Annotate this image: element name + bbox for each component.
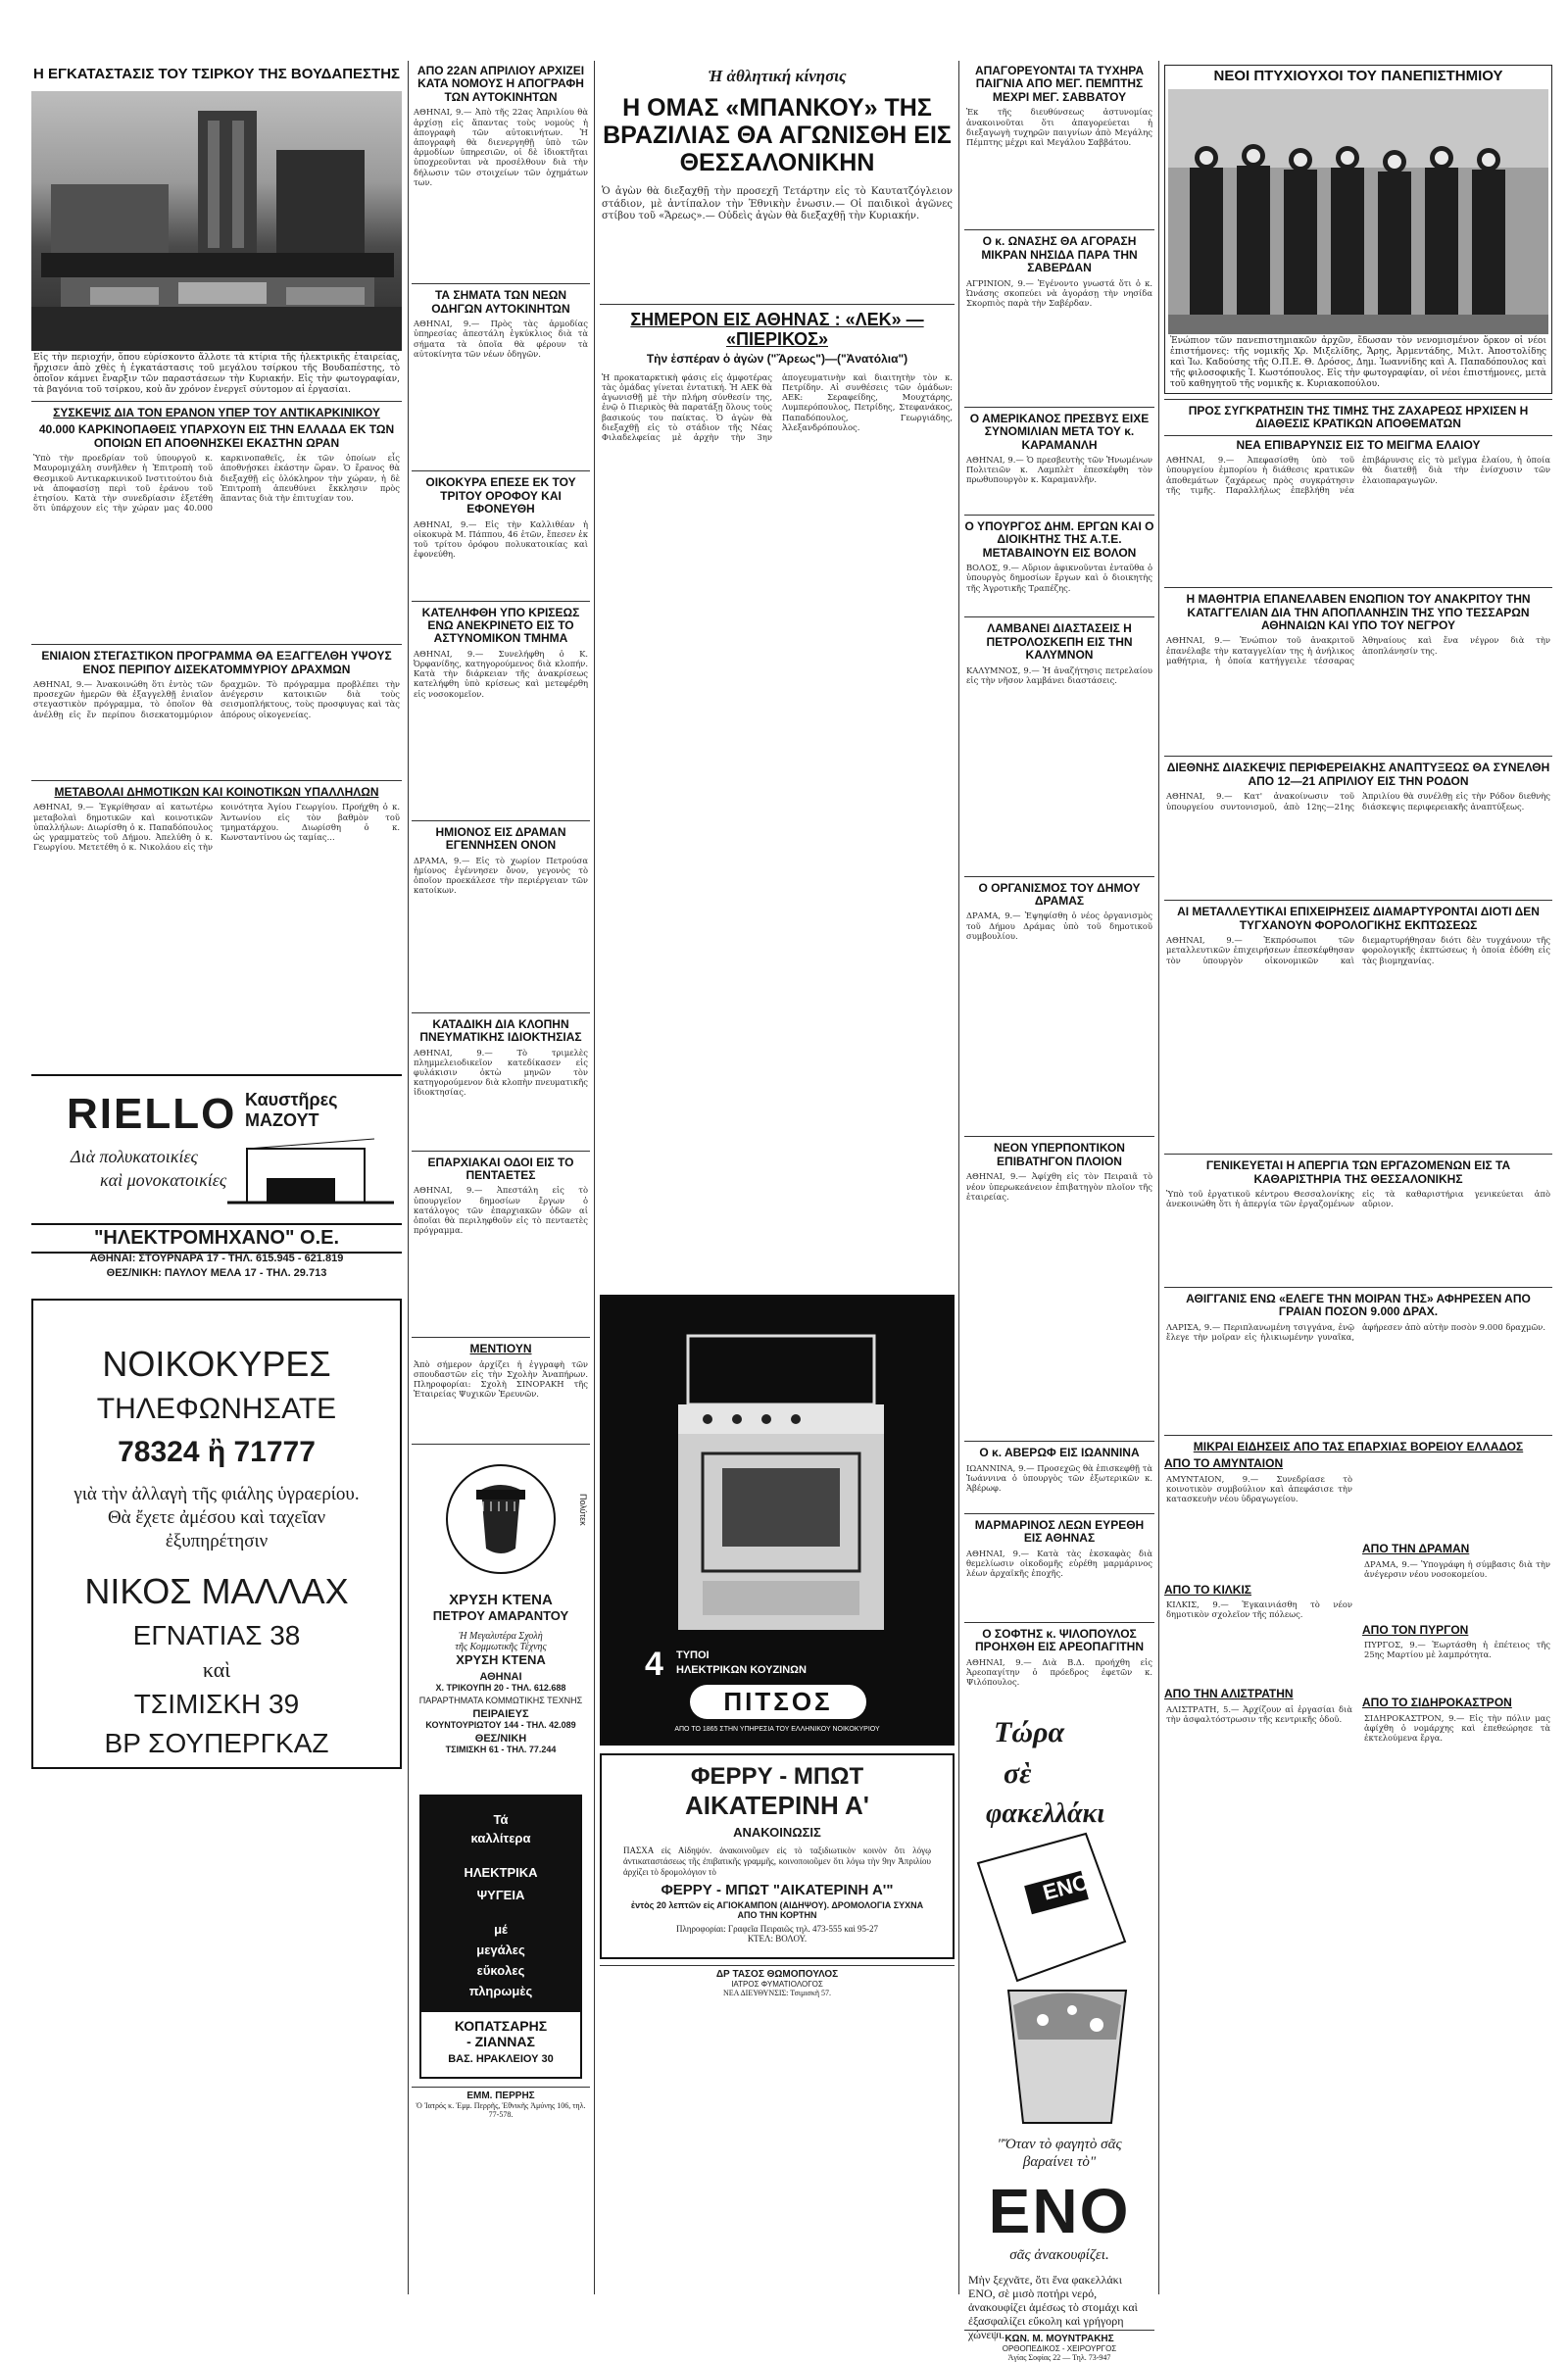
ferry-info: Πληροφορίαι: Γραφεῖα Πειραιῶς τηλ. 473-555 καὶ 95-27 — [675, 1923, 879, 1934]
headline-theft: ΚΑΤΑΔΙΚΗ ΔΙΑ ΚΛΟΠΗΝ ΠΝΕΥΜΑΤΙΚΗΣ ΙΔΙΟΚΤΗΣΙΑΣ — [419, 1016, 582, 1045]
ktena-tag1: Ἡ Μεγαλυτέρα Σχολὴ — [459, 1630, 543, 1642]
ktena-side: Πολύτεκ — [578, 1493, 588, 1526]
article-theft: ΑΘΗΝΑΙ, 9.— Τὸ τριμελὲς πλημμελειοδικεῖον κατεδίκασεν εἰς φυλάκισιν ὀκτὼ μηνῶν τὸν κατηγορούμενον διὰ κλοπὴν πνευματικῆς ἰδιοκτησίας. — [414, 1047, 588, 1098]
divider — [1164, 1435, 1552, 1436]
article-ships: ΑΘΗΝΑΙ, 9.— Ἀφίχθη εἰς τὸν Πειραιᾶ τὸ νέον ὑπερωκεάνειον ἐπιβατηγὸν πλοῖον τῆς ἑταιρείας. — [966, 1171, 1152, 1202]
riello-company: "ΗΛΕΚΤΡΟΜΗΧΑΝΟ" Ο.Ε. — [31, 1223, 402, 1254]
article-bangu: Ὁ ἀγὼν θὰ διεξαχθῇ τὴν προσεχῆ Τετάρτην εἰς τὸ Καυτατζόγλειον στάδιον, μὲ ἀντίπαλον τὴν Ἐθνικὴν ἐνωσιν.— Οἱ παιδικοὶ ἀγῶνες στίβου τοῦ «Ἄρεως».— Οὐδεὶς ἀγὼν θὰ διεξαχθῇ τὴν Κυριακήν. — [602, 186, 953, 221]
ferry-sub: ΑΝΑΚΟΙΝΩΣΙΣ — [733, 1824, 821, 1840]
ktena-name2: ΠΕΤΡΟΥ ΑΜΑΡΑΝΤΟΥ — [432, 1607, 569, 1623]
riello-brand: RIELLO — [67, 1090, 237, 1139]
kop-l8: πληρωμὲς — [468, 1983, 533, 1998]
kop-footer — [421, 2010, 580, 2077]
headline-officials: ΜΕΤΑΒΟΛΑΙ ΔΗΜΟΤΙΚΩΝ ΚΑΙ ΚΟΙΝΟΤΙΚΩΝ ΥΠΑΛΛΗΛΩΝ — [54, 784, 379, 799]
sports-kicker: Ἡ ἀθλητική κίνησις — [708, 67, 847, 85]
divider — [412, 820, 590, 821]
ktena-addr1: Χ. ΤΡΙΚΟΥΠΗ 20 - ΤΗΛ. 612.688 — [435, 1682, 566, 1693]
headline-kilkis: ΑΠΟ ΤΟ ΚΙΛΚΙΣ — [1164, 1582, 1251, 1597]
perris-addr: Ὁ Ἰατρός κ. Ἐμμ. Περρῆς, Ἐθνικῆς Ἀμύνης 106, τηλ. 77-578. — [416, 2100, 586, 2119]
mallah-body: γιὰ τὴν ἀλλαγὴ τῆς φιάλης ὑγραερίου. Θὰ ἔχετε ἀμέσου καὶ ταχεῖαν ἐξυπηρέτησιν — [74, 1484, 360, 1552]
kop-l5: μέ — [494, 1921, 508, 1937]
divider — [31, 644, 402, 645]
ad-chrysi-ktena — [412, 1444, 590, 1787]
eno-body: Μὴν ξεχνᾶτε, ὅτι ἕνα φακελλάκι ENO, σὲ μισὸ ποτήρι νερό, ἀνακουφίζει ἀμέσως τὸ στομάχι καὶ ἐξασφαλίζει εὔκολη καὶ γρήγορη χώνεψι. — [968, 2272, 1138, 2341]
ad-pitsos — [600, 1295, 955, 1746]
column-5 — [1164, 65, 1552, 2294]
ktena-branch: ΠΑΡΑΡΤΗΜΑΤΑ ΚΟΜΜΩΤΙΚΗΣ ΤΕΧΝΗΣ — [418, 1695, 583, 1705]
ktena-city3: ΘΕΣ/ΝΙΚΗ — [474, 1732, 527, 1745]
headline-strike: ΓΕΝΙΚΕΥΕΤΑΙ Η ΑΠΕΡΓΙΑ ΤΩΝ ΕΡΓΑΖΟΜΕΝΩΝ ΕΙΣ ΤΑ ΚΑΘΑΡΙΣΤΗΡΙΑ ΤΗΣ ΘΕΣΣΑΛΟΝΙΚΗΣ — [1205, 1158, 1511, 1186]
riello-addr1: ΑΘΗΝΑΙ: ΣΤΟΥΡΝΑΡΑ 17 - ΤΗΛ. 615.945 - 621.819 — [89, 1253, 344, 1265]
ferry-footer: ΚΤΕΛ: ΒΟΛΟΥ. — [747, 1933, 808, 1944]
ad-ferry — [600, 1753, 955, 1959]
headline-tychi: ΑΠΑΓΟΡΕΥΟΝΤΑΙ ΤΑ ΤΥΧΗΡΑ ΠΑΙΓΝΙΑ ΑΠΟ ΜΕΓ. ΠΕΜΠΤΗΣ ΜΕΧΡΙ ΜΕΓ. ΣΑΒΒΑΤΟΥ — [974, 64, 1145, 104]
mallah-market: ΒΡ ΣΟΥΠΕΡΓΚΑΖ — [104, 1728, 329, 1759]
ktena-city1: ΑΘΗΝΑΙ — [479, 1670, 522, 1683]
ad-mallah — [31, 1299, 402, 1769]
divider — [31, 401, 402, 402]
headline-cancer-2: 40.000 ΚΑΡΚΙΝΟΠΑΘΕΙΣ ΥΠΑΡΧΟΥΝ ΕΙΣ ΤΗΝ ΕΛΛΑΔΑ ΕΚ ΤΩΝ ΟΠΟΙΩΝ ΕΠ ΑΠΟΘΝΗΣΚΕΙ ΕΚΑΣΤΗΝ ΩΡΑΝ — [38, 422, 395, 450]
mallah-line2: ΤΗΛΕΦΩΝΗΣΑΤΕ — [96, 1393, 337, 1426]
divider — [1164, 900, 1552, 901]
column-2 — [412, 65, 590, 2294]
headline-amyntaio: ΑΠΟ ΤΟ ΑΜΥΝΤΑΙΟΝ — [1164, 1456, 1284, 1471]
article-tax: ΑΘΗΝΑΙ, 9.— Ἐκπρόσωποι τῶν μεταλλευτικῶν ἐπιχειρήσεων ἐπεσκέφθησαν τὸν ὑπουργὸν οἰκονομικῶν καὶ διεμαρτυρήθησαν διότι δὲν τυγχάνουν τῆς φορολογικῆς ἐκπτώσεως ἡ ὁποία ἐδόθη εἰς τὰς βιομηχανίας. — [1166, 935, 1550, 965]
headline-witness: Η ΜΑΘΗΤΡΙΑ ΕΠΑΝΕΛΑΒΕΝ ΕΝΩΠΙΟΝ ΤΟΥ ΑΝΑΚΡΙΤΟΥ ΤΗΝ ΚΑΤΑΓΓΕΛΙΑΝ ΔΙΑ ΤΗΝ ΑΠΟΠΛΑΝΗΣΙΝ ΤΗΣ ΥΠΟ ΤΕΣΣΑΡΩΝ ΑΘΗΝΑΙΩΝ ΚΑΙ ΥΠΟ ΤΟΥ ΝΕΓΡΟΥ — [1186, 592, 1531, 632]
headline-sentence: ΚΑΤΕΛΗΦΘΗ ΥΠΟ ΚΡΙΣΕΩΣ ΕΝΩ ΑΝΕΚΡΙΝΕΤΟ ΕΙΣ ΤΟ ΑΣΤΥΝΟΜΙΚΟΝ ΤΜΗΜΑ — [421, 605, 580, 646]
headline-pyrgoi: ΑΠΟ ΤΟΝ ΠΥΡΓΟΝ — [1362, 1622, 1469, 1637]
kop-l3: ΗΛΕΚΤΡΙΚΑ — [464, 1864, 538, 1880]
divider — [412, 1337, 590, 1338]
headline-court: Ο ΣΟΦΤΗΣ κ. ΨΙΛΟΠΟΥΛΟΣ ΠΡΟΗΧΘΗ ΕΙΣ ΑΡΕΟΠΑΓΙΤΗΝ — [975, 1626, 1144, 1654]
circus-photo — [31, 91, 402, 351]
headline-ambassador: Ο ΑΜΕΡΙΚΑΝΟΣ ΠΡΕΣΒΥΣ ΕΙΧΕ ΣΥΝΟΜΙΛΙΑΝ ΜΕΤΑ ΤΟΥ κ. ΚΑΡΑΜΑΝΛΗ — [969, 411, 1150, 452]
article-conf: ΑΘΗΝΑΙ, 9.— Κατ' ἀνακοίνωσιν τοῦ ὑπουργείου συντονισμοῦ, ἀπὸ 12ης—21ης Ἀπριλίου θὰ συνέλθῃ εἰς τὴν Ρόδον διεθνὴς διάσκεψις περιφερειακῆς ἀναπτύξεως. — [1166, 791, 1550, 812]
divider — [964, 515, 1154, 516]
grads-box — [1164, 65, 1552, 394]
regional-col-left — [1164, 1457, 1354, 1792]
headline-conf: ΔΙΕΘΝΗΣ ΔΙΑΣΚΕΨΙΣ ΠΕΡΙΦΕΡΕΙΑΚΗΣ ΑΝΑΠΤΥΞΕΩΣ ΘΑ ΣΥΝΕΛΘΗ ΑΠΟ 12—21 ΑΠΡΙΛΙΟΥ ΕΙΣ ΤΗΝ ΡΟΔΟΝ — [1166, 761, 1550, 788]
headline-averof: Ο κ. ΑΒΕΡΩΦ ΕΙΣ ΙΩΑΝΝΙΝΑ — [979, 1446, 1140, 1460]
kop-l7: εὔκολες — [476, 1962, 525, 1978]
article-minister: ΒΟΛΟΣ, 9.— Αὔριον ἀφικνοῦνται ἐνταῦθα ὁ ὑπουργὸς δημοσίων ἔργων καὶ ὁ διοικητὴς τῆς Ἀγροτικῆς Τραπέζης. — [966, 563, 1152, 593]
article-sidiro: ΣΙΔΗΡΟΚΑΣΤΡΟΝ, 9.— Εἰς τὴν πόλιν μας ἀφίχθη ὁ νομάρχης καὶ ἐπεθεώρησε τὰ ἐκτελούμενα ἔργα. — [1364, 1712, 1550, 1744]
footer-perris — [412, 2087, 590, 2119]
headline-today: ΣΗΜΕΡΟΝ ΕΙΣ ΑΘΗΝΑΣ : «ΛΕΚ» — «ΠΙΕΡΙΚΟΣ» — [630, 310, 924, 350]
article-mention: Ἀπὸ σήμερον ἀρχίζει ἡ ἐγγραφὴ τῶν σπουδαστῶν εἰς τὴν Σχολὴν Ἀναπήρων. Πληροφορίαι: Σχολὴ ΣΙΝΟΡΑΚΗ τῆς Ἑταιρείας Ψυχικῶν Ἐρευνῶν. — [414, 1358, 588, 1400]
thomopoulos-name: ΔΡ ΤΑΣΟΣ ΘΩΜΟΠΟΥΛΟΣ — [715, 1968, 839, 1980]
divider — [1164, 1287, 1552, 1288]
article-org: ΔΡΑΜΑ, 9.— Ἐψηφίσθη ὁ νέος ὀργανισμὸς τοῦ Δήμου Δράμας ὑπὸ τοῦ δημοτικοῦ συμβουλίου. — [966, 910, 1152, 941]
column-rule — [958, 61, 959, 2294]
ktena-tag2: τῆς Κομμωτικῆς Τέχνης — [455, 1641, 547, 1652]
ktena-name1: ΧΡΥΣΗ ΚΤΕΝΑ — [449, 1591, 553, 1608]
headline-circus: Η ΕΓΚΑΤΑΣΤΑΣΙΣ ΤΟΥ ΤΣΙΡΚΟΥ ΤΗΣ ΒΟΥΔΑΠΕΣΤΗΣ — [32, 66, 401, 82]
kop-l2: καλλίτερα — [470, 1830, 531, 1845]
headline-org: Ο ΟΡΓΑΝΙΣΜΟΣ ΤΟΥ ΔΗΜΟΥ ΔΡΑΜΑΣ — [978, 880, 1141, 908]
mountrakis-name: ΚΩΝ. Μ. ΜΟΥΝΤΡΑΚΗΣ — [1004, 2333, 1114, 2344]
headline-onassis: Ο κ. ΩΝΑΣΗΣ ΘΑ ΑΓΟΡΑΣΗ ΜΙΚΡΑΝ ΝΗΣΙΔΑ ΠΑΡΑ ΤΗΝ ΣΑΒΕΡΔΑΝ — [981, 234, 1138, 275]
divider — [412, 283, 590, 284]
today-sub: Τὴν ἐσπέραν ὁ ἀγὼν ("Ἄρεως")—("Ἀνατόλια") — [646, 352, 908, 367]
ad-kopatsaris — [419, 1795, 582, 2079]
article-drivers: ΑΘΗΝΑΙ, 9.— Πρὸς τὰς ἁρμοδίας ὑπηρεσίας ἀπεστάλη ἐγκύκλιος διὰ τὰ σήματα τὰ ὁποῖα θὰ φέρουν τὰ αὐτοκίνητα τῶν νέων ὁδηγῶν. — [414, 319, 588, 359]
article-tychi: Ἐκ τῆς διευθύνσεως ἀστυνομίας ἀνακοινοῦται ὅτι ἀπαγορεύεται ἡ διεξαγωγὴ τυχηρῶν παιγνίων ἀπὸ Μεγάλης Πέμπτης μέχρι καὶ Μεγάλου Σαββάτου. — [966, 107, 1152, 147]
eno-tail: σᾶς ἀνακουφίζει. — [1009, 2246, 1109, 2263]
divider — [964, 616, 1154, 617]
headline-bangu: Η ΟΜΑΣ «ΜΠΑΝΚΟΥ» ΤΗΣ ΒΡΑΖΙΛΙΑΣ ΘΑ ΑΓΩΝΙΣΘΗ ΕΙΣ ΘΕΣΣΑΛΟΝΙΚΗΝ — [603, 94, 952, 176]
mallah-phone: 78324 ἢ 71777 — [118, 1436, 316, 1469]
headline-tax: ΑΙ ΜΕΤΑΛΛΕΥΤΙΚΑΙ ΕΠΙΧΕΙΡΗΣΕΙΣ ΔΙΑΜΑΡΤΥΡΟΝΤΑΙ ΔΙΟΤΙ ΔΕΝ ΤΥΓΧΑΝΟΥΝ ΦΟΡΟΛΟΓΙΚΗΣ ΕΚΠΤΩΣΕΩΣ — [1177, 905, 1540, 932]
divider — [412, 1151, 590, 1152]
thomopoulos-role: ΙΑΤΡΟΣ ΦΥΜΑΤΙΟΛΟΓΟΣ — [731, 1979, 823, 1989]
eno-packet-illustration — [968, 1834, 1151, 1991]
article-ambassador: ΑΘΗΝΑΙ, 9.— Ὁ πρεσβευτὴς τῶν Ἡνωμένων Πολιτειῶν κ. Λαμπλὲτ ἐπεσκέφθη τὸν πρωθυπουργὸν κ. Καραμανλῆν. — [966, 454, 1152, 485]
pitsos-brand: ΠΙΤΣΟΣ — [690, 1685, 866, 1719]
article-amyntaio: ΑΜΥΝΤΑΙΟΝ, 9.— Συνεδρίασε τὸ κοινοτικὸν συμβούλιον καὶ ἀπεφάσισε τὴν κατασκευὴν νέου ὑδραγωγείου. — [1166, 1473, 1352, 1504]
divider — [412, 601, 590, 602]
divider — [964, 1136, 1154, 1137]
pitsos-l1: ΤΥΠΟΙ — [676, 1648, 710, 1661]
article-cancer: Ὑπὸ τὴν προεδρίαν τοῦ ὑπουργοῦ κ. Μαυρομιχάλη συνῆλθεν ἡ Ἐπιτροπὴ τοῦ Θεσμικοῦ Αντικαρκινικοῦ Ινστιτούτου διὰ νὰ ἀποφασίσῃ περὶ τοῦ ἐράνου τοῦ ἐτησίου. Κατὰ τὴν συνεδρίασιν ἐξετέθη ὅτι ὑπάρχουν εἰς τὴν χώραν μας 40.000 καρκινοπαθεῖς, ἐκ τῶν ὁποίων εἷς ἀποθνῄσκει ἑκάστην ὥραν. Ὁ ἔρανος θὰ διεξαχθῇ εἰς ὁλόκληρον τὴν χώραν, ἡ δὲ Ἐπιτροπὴ ἀπευθύνει ἔκκλησιν πρὸς ἅπαντας διὰ τὴν ἐπιτυχίαν του. — [33, 453, 400, 514]
column-3 — [600, 65, 955, 2294]
eno-brand: ENO — [1040, 1868, 1092, 1905]
divider — [1164, 587, 1552, 588]
mallah-addr1: ΕΓΝΑΤΙΑΣ 38 — [132, 1620, 301, 1651]
headline-fate: ΑΘΙΓΓΑΝΙΣ ΕΝΩ «ΕΛΕΓΕ ΤΗΝ ΜΟΙΡΑΝ ΤΗΣ» ΑΦΗΡΕΣΕΝ ΑΠΟ ΓΡΑΙΑΝ ΠΟΣΟΝ 9.000 ΔΡΑΧ. — [1186, 1292, 1531, 1319]
article-onassis: ΑΓΡΙΝΙΟΝ, 9.— Ἐγένοντο γνωστά ὅτι ὁ κ. Ὠνάσης σκοπεύει νὰ ἀγοράσῃ τὴν νησίδα Σκορπιὸς παρὰ τὴν Σαβέρδαν. — [966, 277, 1152, 309]
headline-drivers: ΤΑ ΣΗΜΑΤΑ ΤΩΝ ΝΕΩΝ ΟΔΗΓΩΝ ΑΥΤΟΚΙΝΗΤΩΝ — [431, 288, 570, 316]
column-rule — [594, 61, 595, 2294]
ktena-name3: ΧΡΥΣΗ ΚΤΕΝΑ — [456, 1651, 546, 1667]
divider — [964, 1622, 1154, 1623]
article-kilkis: ΚΙΛΚΙΣ, 9.— Ἐγκαινιάσθη τὸ νέον δημοτικὸν σχολεῖον τῆς πόλεως. — [1166, 1599, 1352, 1620]
ferry-body: ΠΑΣΧΑ εἰς Αἰδηψόν. ἀνακοινοῦμεν εἰς τὸ ταξιδιωτικὸν κοινὸν ὅτι λόγῳ ἀντικαταστάσεως τῆς ἐπιβατικῆς γραμμῆς, κοινοποιοῦμεν ὅτι λόγω τὴν 9ην Ἀπριλίου ἀρχίζει τὸ δρομολόγιον τὸ — [623, 1845, 931, 1877]
divider — [412, 470, 590, 471]
perris-name: ΕΜΜ. ΠΕΡΡΗΣ — [466, 2090, 535, 2101]
article-autos: ΑΘΗΝΑΙ, 9.— Ἀπὸ τῆς 22ας Ἀπριλίου θὰ ἀρχίσῃ εἰς ἅπαντας τοὺς νομοὺς ἡ ἀπογραφὴ τῶν αὐτοκινήτων. Ἡ ἀπογραφὴ θὰ διενεργηθῇ ὑπὸ τῶν ἁρμοδίων ὑπηρεσιῶν, οἱ δὲ ἰδιοκτῆται ὑποχρεοῦνται νὰ προσέλθουν διὰ τὴν δήλωσιν τῶν στοιχείων τῶν ὀχημάτων των. — [414, 107, 588, 187]
divider — [964, 407, 1154, 408]
divider — [412, 1012, 590, 1013]
kop-l4: ΨΥΓΕΙΑ — [476, 1887, 525, 1902]
headline-autos: ΑΠΟ 22ΑΝ ΑΠΡΙΛΙΟΥ ΑΡΧΙΖΕΙ ΚΑΤΑ ΝΟΜΟΥΣ Η ΑΠΟΓΡΑΦΗ ΤΩΝ ΑΥΤΟΚΙΝΗΤΩΝ — [416, 64, 585, 104]
column-1 — [31, 65, 402, 2294]
article-house: ΑΘΗΝΑΙ, 9.— Εἰς τὴν Καλλιθέαν ἡ οἰκοκυρὰ Μ. Πάππου, 46 ἐτῶν, ἔπεσεν ἐκ τοῦ τρίτου ὀρόφου πολυκατοικίας καὶ ἐφονεύθη. — [414, 518, 588, 560]
stove-illustration — [668, 1326, 894, 1640]
ferry-route: ἐντὸς 20 λεπτῶν εἰς ΑΓΙΟΚΑΜΠΟΝ (ΑΙΔΗΨΟΥ). ΔΡΟΜΟΛΟΓΙΑ ΣΥΧΝΑ ΑΠΟ ΤΗΝ ΚΟΡΤΗΝ — [630, 1899, 924, 1920]
headline-north: ΜΙΚΡΑΙ ΕΙΔΗΣΕΙΣ ΑΠΟ ΤΑΣ ΕΠΑΡΧΙΑΣ ΒΟΡΕΙΟΥ ΕΛΛΑΔΟΣ — [1193, 1439, 1524, 1453]
thomopoulos-addr: ΝΕΑ ΔΙΕΥΘΥΝΣΙΣ: Τσιμισκῆ 57. — [722, 1988, 832, 1997]
column-rule — [1158, 61, 1159, 2294]
article-averof: ΙΩΑΝΝΙΝΑ, 9.— Προσεχῶς θὰ ἐπισκεφθῇ τὰ Ἰωάννινα ὁ ὑπουργὸς τῶν ἐξωτερικῶν κ. Ἀβέρωφ. — [966, 1462, 1152, 1494]
pitsos-tag: ΑΠΟ ΤΟ 1865 ΣΤΗΝ ΥΠΗΡΕΣΙΑ ΤΟΥ ΕΛΛΗΝΙΚΟΥ ΝΟΙΚΟΚΥΡΙΟΥ — [674, 1725, 880, 1733]
headline-oil: ΛΑΜΒΑΝΕΙ ΔΙΑΣΤΑΣΕΙΣ Η ΠΕΤΡΟΛΟΣΚΕΠΗ ΕΙΣ ΤΗΝ ΚΑΛΥΜΝΟΝ — [986, 621, 1133, 663]
article-pyrgoi: ΠΥΡΓΟΣ, 9.— Ἐωρτάσθη ἡ ἐπέτειος τῆς 25ης Μαρτίου μὲ λαμπρότητα. — [1364, 1640, 1550, 1660]
column-4 — [964, 64, 1154, 2362]
divider — [600, 304, 955, 305]
mallah-line1: ΝΟΙΚΟΚΥΡΕΣ — [102, 1344, 331, 1385]
divider — [1164, 756, 1552, 757]
regional-col-right — [1362, 1457, 1552, 1792]
headline-cancer-1: ΣΥΣΚΕΨΙΣ ΔΙΑ ΤΟΝ ΕΡΑΝΟΝ ΥΠΕΡ ΤΟΥ ΑΝΤΙΚΑΡΚΙΝΙΚΟΥ — [53, 405, 380, 419]
headline-sugar2: ΝΕΑ ΕΠΙΒΑΡΥΝΣΙΣ ΕΙΣ ΤΟ ΜΕΙΓΜΑ ΕΛΑΙΟΥ — [1164, 435, 1552, 452]
regional-news — [1164, 1457, 1552, 1792]
headline-mention: ΜΕΝΤΙΟΥΝ — [469, 1342, 532, 1356]
divider — [964, 229, 1154, 230]
ktena-addr2: ΚΟΥΝΤΟΥΡΙΩΤΟΥ 144 - ΤΗΛ. 42.089 — [425, 1719, 576, 1730]
glass-illustration — [994, 1981, 1141, 2128]
pitsos-num: 4 — [645, 1645, 663, 1683]
article-roads: ΑΘΗΝΑΙ, 9.— Ἀπεστάλη εἰς τὸ ὑπουργεῖον δημοσίων ἔργων ὁ κατάλογος τῶν ἐπαρχιακῶν ὁδῶν αἱ ὁποῖαι θὰ περιληφθοῦν εἰς τὸ πενταετὲς πρόγραμμα. — [414, 1185, 588, 1236]
ferry-name: ΑΙΚΑΤΕΡΙΝΗ Α' — [685, 1790, 869, 1820]
article-strike: Ὑπὸ τοῦ ἐργατικοῦ κέντρου Θεσσαλονίκης ἀνεκοινώθη ὅτι ἡ ἀπεργία τῶν ἐργαζομένων εἰς τὰ καθαριστήρια γενικεύεται ἀπὸ αὔριον. — [1166, 1189, 1550, 1209]
mountrakis-role: ΟΡΘΟΠΕΔΙΚΟΣ - ΧΕΙΡΟΥΡΓΟΣ — [1002, 2343, 1117, 2353]
footer-thomopoulos — [600, 1965, 955, 1997]
article-dramaN: ΔΡΑΜΑ, 9.— Ὑπογράφη ἡ σύμβασις διὰ τὴν ἀνέγερσιν νέου νοσοκομείου. — [1364, 1558, 1550, 1579]
article-officials: ΑΘΗΝΑΙ, 9.— Ἐγκρίθησαν αἱ κατωτέρω μεταβολαὶ δημοτικῶν καὶ κοινοτικῶν ὑπαλλήλων: Διωρίσθη ὁ κ. Παπαδόπουλος ὡς γραμματεὺς τοῦ Δήμου. Ἀπελύθη ὁ κ. Γεωργίου. Μετετέθη ὁ κ. Νικολάου εἰς τὴν κοινότητα Ἀγίου Γεωργίου. Προήχθη ὁ κ. Ἀντωνίου εἰς τὸν βαθμὸν τοῦ τμηματάρχου. Διωρίσθη ὁ κ. Κωνσταντίνου ὡς ταμίας... — [33, 802, 400, 853]
riello-line1: Διὰ πολυκατοικίες — [71, 1147, 198, 1167]
grads-photo — [1168, 89, 1548, 334]
eno-quote: "Ὅταν τὸ φαγητὸ σᾶς βαραίνει τὸ" — [997, 2136, 1122, 2170]
mallah-addr2: ΤΣΙΜΙΣΚΗ 39 — [133, 1689, 300, 1720]
mallah-name: ΝΙΚΟΣ ΜΑΛΛΑΧ — [84, 1571, 349, 1612]
burner-illustration — [227, 1139, 394, 1227]
comb-emblem — [442, 1451, 560, 1588]
article-oil: ΚΑΛΥΜΝΟΣ, 9.— Ἡ ἀναζήτησις πετρελαίου εἰς τὴν νῆσον λαμβάνει διαστάσεις. — [966, 664, 1152, 685]
divider — [964, 1513, 1154, 1514]
article-court: ΑΘΗΝΑΙ, 9.— Διὰ Β.Δ. προήχθη εἰς Ἀρεοπαγίτην ὁ πρόεδρος ἐφετῶν κ. Ψιλόπουλος. — [966, 1656, 1152, 1687]
article-sentence: ΑΘΗΝΑΙ, 9.— Συνελήφθη ὁ Κ. Ὀρφανίδης, κατηγορούμενος διὰ κλοπήν. Κατὰ τὴν διάρκειαν τῆς ἀνακρίσεως κατελήφθη ὑπὸ κρίσεως καὶ μετεφέρθη εἰς νοσοκομεῖον. — [414, 648, 588, 699]
headline-alistrati: ΑΠΟ ΤΗΝ ΑΛΙΣΤΡΑΤΗΝ — [1164, 1687, 1294, 1701]
article-housing: ΑΘΗΝΑΙ, 9.— Ἀνακοινώθη ὅτι ἐντὸς τῶν προσεχῶν ἡμερῶν θὰ ἐξαγγελθῇ ἑνιαῖον στεγαστικὸν πρόγραμμα, τὸ ὁποῖον θὰ ἀνέλθῃ εἰς ἕν περίπου δισεκατομμύριον δραχμῶν. Τὸ πρόγραμμα προβλέπει τὴν ἀνέγερσιν κατοικιῶν διὰ τοὺς σεισμοπλήκτους, τοὺς προσφυγας καὶ τὰς ἀπόρους οἰκογενείας. — [33, 678, 400, 719]
eno-l1: Τώρα — [994, 1715, 1065, 1748]
ferry-title: ΦΕΡΡΥ - ΜΠΩΤ — [690, 1762, 864, 1790]
divider — [1164, 399, 1552, 400]
eno-l2: σὲ — [1004, 1756, 1032, 1790]
divider — [964, 1441, 1154, 1442]
mallah-and: καὶ — [202, 1657, 231, 1683]
divider — [31, 780, 402, 781]
ktena-city2: ΠΕΙΡΑΙΕΥΣ — [472, 1707, 529, 1720]
article-alistrati: ΑΛΙΣΤΡΑΤΗ, 5.— Ἀρχίζουν αἱ ἐργασίαι διὰ τὴν ἀσφαλτόστρωσιν τῆς κεντρικῆς ὁδοῦ. — [1166, 1703, 1352, 1724]
kop-name2: - ΖΙΑΝΝΑΣ — [466, 2033, 535, 2049]
divider — [1164, 1154, 1552, 1155]
eno-brand2: ΕΝΟ — [988, 2175, 1131, 2246]
headline-drama: ΗΜΙΟΝΟΣ ΕΙΣ ΔΡΑΜΑΝ ΕΓΕΝΝΗΣΕΝ ΟΝΟΝ — [435, 824, 566, 853]
kop-l1: Τά — [493, 1811, 509, 1827]
article-today: Ἡ προκαταρκτικὴ φάσις εἰς ἀμφοτέρας τὰς ὁμάδας γίνεται ἐντατική. Ἡ ΑΕΚ θὰ ἀγωνισθῇ μὲ τὴν πλήρη σύνθεσίν της, ἐνῷ ὁ Πιερικὸς θὰ παρατάξῃ ὅλους τοὺς βασικούς του παίκτας. Ὁ ἀγὼν θὰ διεξαχθῇ εἰς τὸ στάδιον τῆς Νέας Φιλαδελφείας μὲ ἀρχὴν τὴν 3ην ἀπογευματινὴν καὶ διαιτητὴν τὸν κ. Πετρίδην. Αἱ συνθέσεις τῶν ὁμάδων: ΑΕΚ: Σεραφείδης, Μουχτάρης, Λυμπερόπουλος, Πετρίδης, Στεφανάκος, Παπαδόπουλος, Γεωργιάδης, Ἀλεξανδρόπουλος. — [602, 371, 953, 442]
article-fate: ΛΑΡΙΣΑ, 9.— Περιπλανωμένη τσιγγάνα, ἐνῷ ἔλεγε τὴν μοῖραν εἰς ἡλικιωμένην γυναῖκα, ἀφήρεσεν ἀπὸ αὐτὴν ποσὸν 9.000 δραχμῶν. — [1166, 1321, 1546, 1343]
headline-lion: ΜΑΡΜΑΡΙΝΟΣ ΛΕΩΝ ΕΥΡΕΘΗ ΕΙΣ ΑΘΗΝΑΣ — [974, 1517, 1145, 1546]
headline-housing: ΕΝΙΑΙΟΝ ΣΤΕΓΑΣΤΙΚΟΝ ΠΡΟΓΡΑΜΜΑ ΘΑ ΕΞΑΓΓΕΛΘΗ ΥΨΟΥΣ ΕΝΟΣ ΠΕΡΙΠΟΥ ΔΙΣΕΚΑΤΟΜΜΥΡΙΟΥ ΔΡΑΧΜΩΝ — [41, 649, 392, 676]
headline-sidiro: ΑΠΟ ΤΟ ΣΙΔΗΡΟΚΑΣΤΡΟΝ — [1362, 1696, 1512, 1710]
eno-l3: φακελλάκι — [986, 1797, 1105, 1829]
kop-addr: ΒΑΣ. ΗΡΑΚΛΕΙΟΥ 30 — [448, 2052, 554, 2065]
article-drama: ΔΡΑΜΑ, 9.— Εἰς τὸ χωρίον Πετρούσα ἡμίονος ἐγέννησεν ὄνον, γεγονὸς τὸ ὁποῖον προεκάλεσε τὴν περιέργειαν τῶν κατοίκων. — [414, 855, 588, 896]
kop-l6: μεγάλες — [476, 1942, 525, 1957]
article-lion: ΑΘΗΝΑΙ, 9.— Κατὰ τὰς ἐκσκαφὰς διὰ θεμελίωσιν οἰκοδομῆς εὑρέθη μαρμάρινος λέων ἀρχαϊκῆς ἐποχῆς. — [966, 1548, 1152, 1579]
mountrakis-addr: Ἁγίας Σοφίας 22 — Τηλ. 73-947 — [1007, 2352, 1111, 2362]
headline-minister: Ο ΥΠΟΥΡΓΟΣ ΔΗΜ. ΕΡΓΩΝ ΚΑΙ Ο ΔΙΟΙΚΗΤΗΣ ΤΗΣ Α.Τ.Ε. ΜΕΤΑΒΑΙΝΟΥΝ ΕΙΣ ΒΟΛΟΝ — [964, 518, 1154, 560]
pitsos-l2: ΗΛΕΚΤΡΙΚΩΝ ΚΟΥΖΙΝΩΝ — [676, 1663, 807, 1676]
ferry-name2: ΦΕΡΡΥ - ΜΠΩΤ "ΑΙΚΑΤΕΡΙΝΗ Α'" — [661, 1881, 894, 1898]
headline-ships: ΝΕΟΝ ΥΠΕΡΠΟΝΤΙΚΟΝ ΕΠΙΒΑΤΗΓΟΝ ΠΛΟΙΟΝ — [994, 1141, 1125, 1168]
divider — [964, 876, 1154, 877]
grads-caption: Ἐνώπιον τῶν πανεπιστημιακῶν ἀρχῶν, ἔδωσαν τὸν νενομισμένον ὅρκον οἱ νέοι ἐπιστήμονες: τῆς νομικῆς Χρ. Μιξελίδης, Ἄρης, Ἀρμεντάδης, Μιλτ. Ἀποστολίδης καὶ Ἰω. Καδούσης τῆς Ο.Π.Ε. Θ. Δρόσος, Δημ. Ἰωαννίδης καὶ Α. Παπαδόπουλος καὶ τῆς φιλοσοφικῆς Ἰ. Κωστόπουλος. Εἰς τὴν φωτογραφίαν, οἱ νέοι ἐπιστήμονες, μετὰ τοῦ καθηγητοῦ τῆς νομικῆς κ. Κυριακοπούλου. — [1170, 335, 1546, 389]
riello-line2: καὶ μονοκατοικίες — [100, 1170, 227, 1191]
ad-riello — [31, 1074, 402, 1285]
article-witness: ΑΘΗΝΑΙ, 9.— Ἐνώπιον τοῦ ἀνακριτοῦ ἐπανέλαβε τὴν καταγγελίαν της ἡ ἀνήλικος μαθήτρια, ἡ ὁποία κατήγγειλε τέσσαρας Ἀθηναίους καὶ ἕνα νέγρον διὰ τὴν ἀποπλάνησίν της. — [1166, 635, 1550, 665]
headline-roads: ΕΠΑΡΧΙΑΚΑΙ ΟΔΟΙ ΕΙΣ ΤΟ ΠΕΝΤΑΕΤΕΣ — [427, 1155, 574, 1182]
regional-continuation — [1362, 1460, 1552, 1543]
headline-dramaN: ΑΠΟ ΤΗΝ ΔΡΑΜΑΝ — [1362, 1542, 1470, 1556]
circus-caption: Εἰς τὴν περιοχήν, ὅπου εὑρίσκοντο ἄλλοτε τὰ κτίρια τῆς ἠλεκτρικῆς ἑταιρείας, ἤρχισεν ἀπὸ χθὲς ἡ ἐγκατάστασις τοῦ μεγάλου τσίρκου τῆς Βουδαπέστης, τὸ ὁποῖον κάμνει ἔναρξιν τῶν παραστάσεων τὴν Κυριακήν. Εἰς τὴν φωτογραφίαν, τὰ βαγόνια τοῦ τσίρκου, κοὐ ἄν χρόνον ἐνεργεῖ σύντομον αἱ ἐργασίαι. — [33, 352, 400, 395]
kop-name1: ΚΟΠΑΤΣΑΡΗΣ — [454, 2017, 548, 2034]
ktena-addr3: ΤΣΙΜΙΣΚΗ 61 - ΤΗΛ. 77.244 — [445, 1744, 557, 1754]
headline-house: ΟΙΚΟΚΥΡΑ ΕΠΕΣΕ ΕΚ ΤΟΥ ΤΡΙΤΟΥ ΟΡΟΦΟΥ ΚΑΙ ΕΦΟΝΕΥΘΗ — [425, 475, 576, 517]
headline-grads: ΝΕΟΙ ΠΤΥΧΙΟΥΧΟΙ ΤΟΥ ΠΑΝΕΠΙΣΤΗΜΙΟΥ — [1213, 68, 1503, 84]
riello-addr2: ΘΕΣ/ΝΙΚΗ: ΠΑΥΛΟΥ ΜΕΛΑ 17 - ΤΗΛ. 29.713 — [106, 1267, 327, 1280]
article-sugar: ΑΘΗΝΑΙ, 9.— Ἀπεφασίσθη ὑπὸ τοῦ ὑπουργείου ἐμπορίου ἡ διάθεσις κρατικῶν ἀποθεμάτων ζαχάρεως πρὸς συγκράτησιν τῆς τιμῆς. Παραλλήλως ἐπεβλήθη νέα ἐπιβάρυνσις εἰς τὸ μεῖγμα ἐλαίου, ἡ ὁποία θὰ διατεθῇ διὰ τὴν ἐνίσχυσιν τῶν ἐλαιοπαραγωγῶν. — [1166, 455, 1550, 495]
riello-product: Καυστῆρες ΜΑΖΟΥΤ — [245, 1090, 338, 1131]
headline-sugar: ΠΡΟΣ ΣΥΓΚΡΑΤΗΣΙΝ ΤΗΣ ΤΙΜΗΣ ΤΗΣ ΖΑΧΑΡΕΩΣ ΗΡΧΙΣΕΝ Η ΔΙΑΘΕΣΙΣ ΚΡΑΤΙΚΩΝ ΑΠΟΘΕΜΑΤΩΝ — [1188, 403, 1529, 431]
column-rule — [408, 61, 409, 2294]
